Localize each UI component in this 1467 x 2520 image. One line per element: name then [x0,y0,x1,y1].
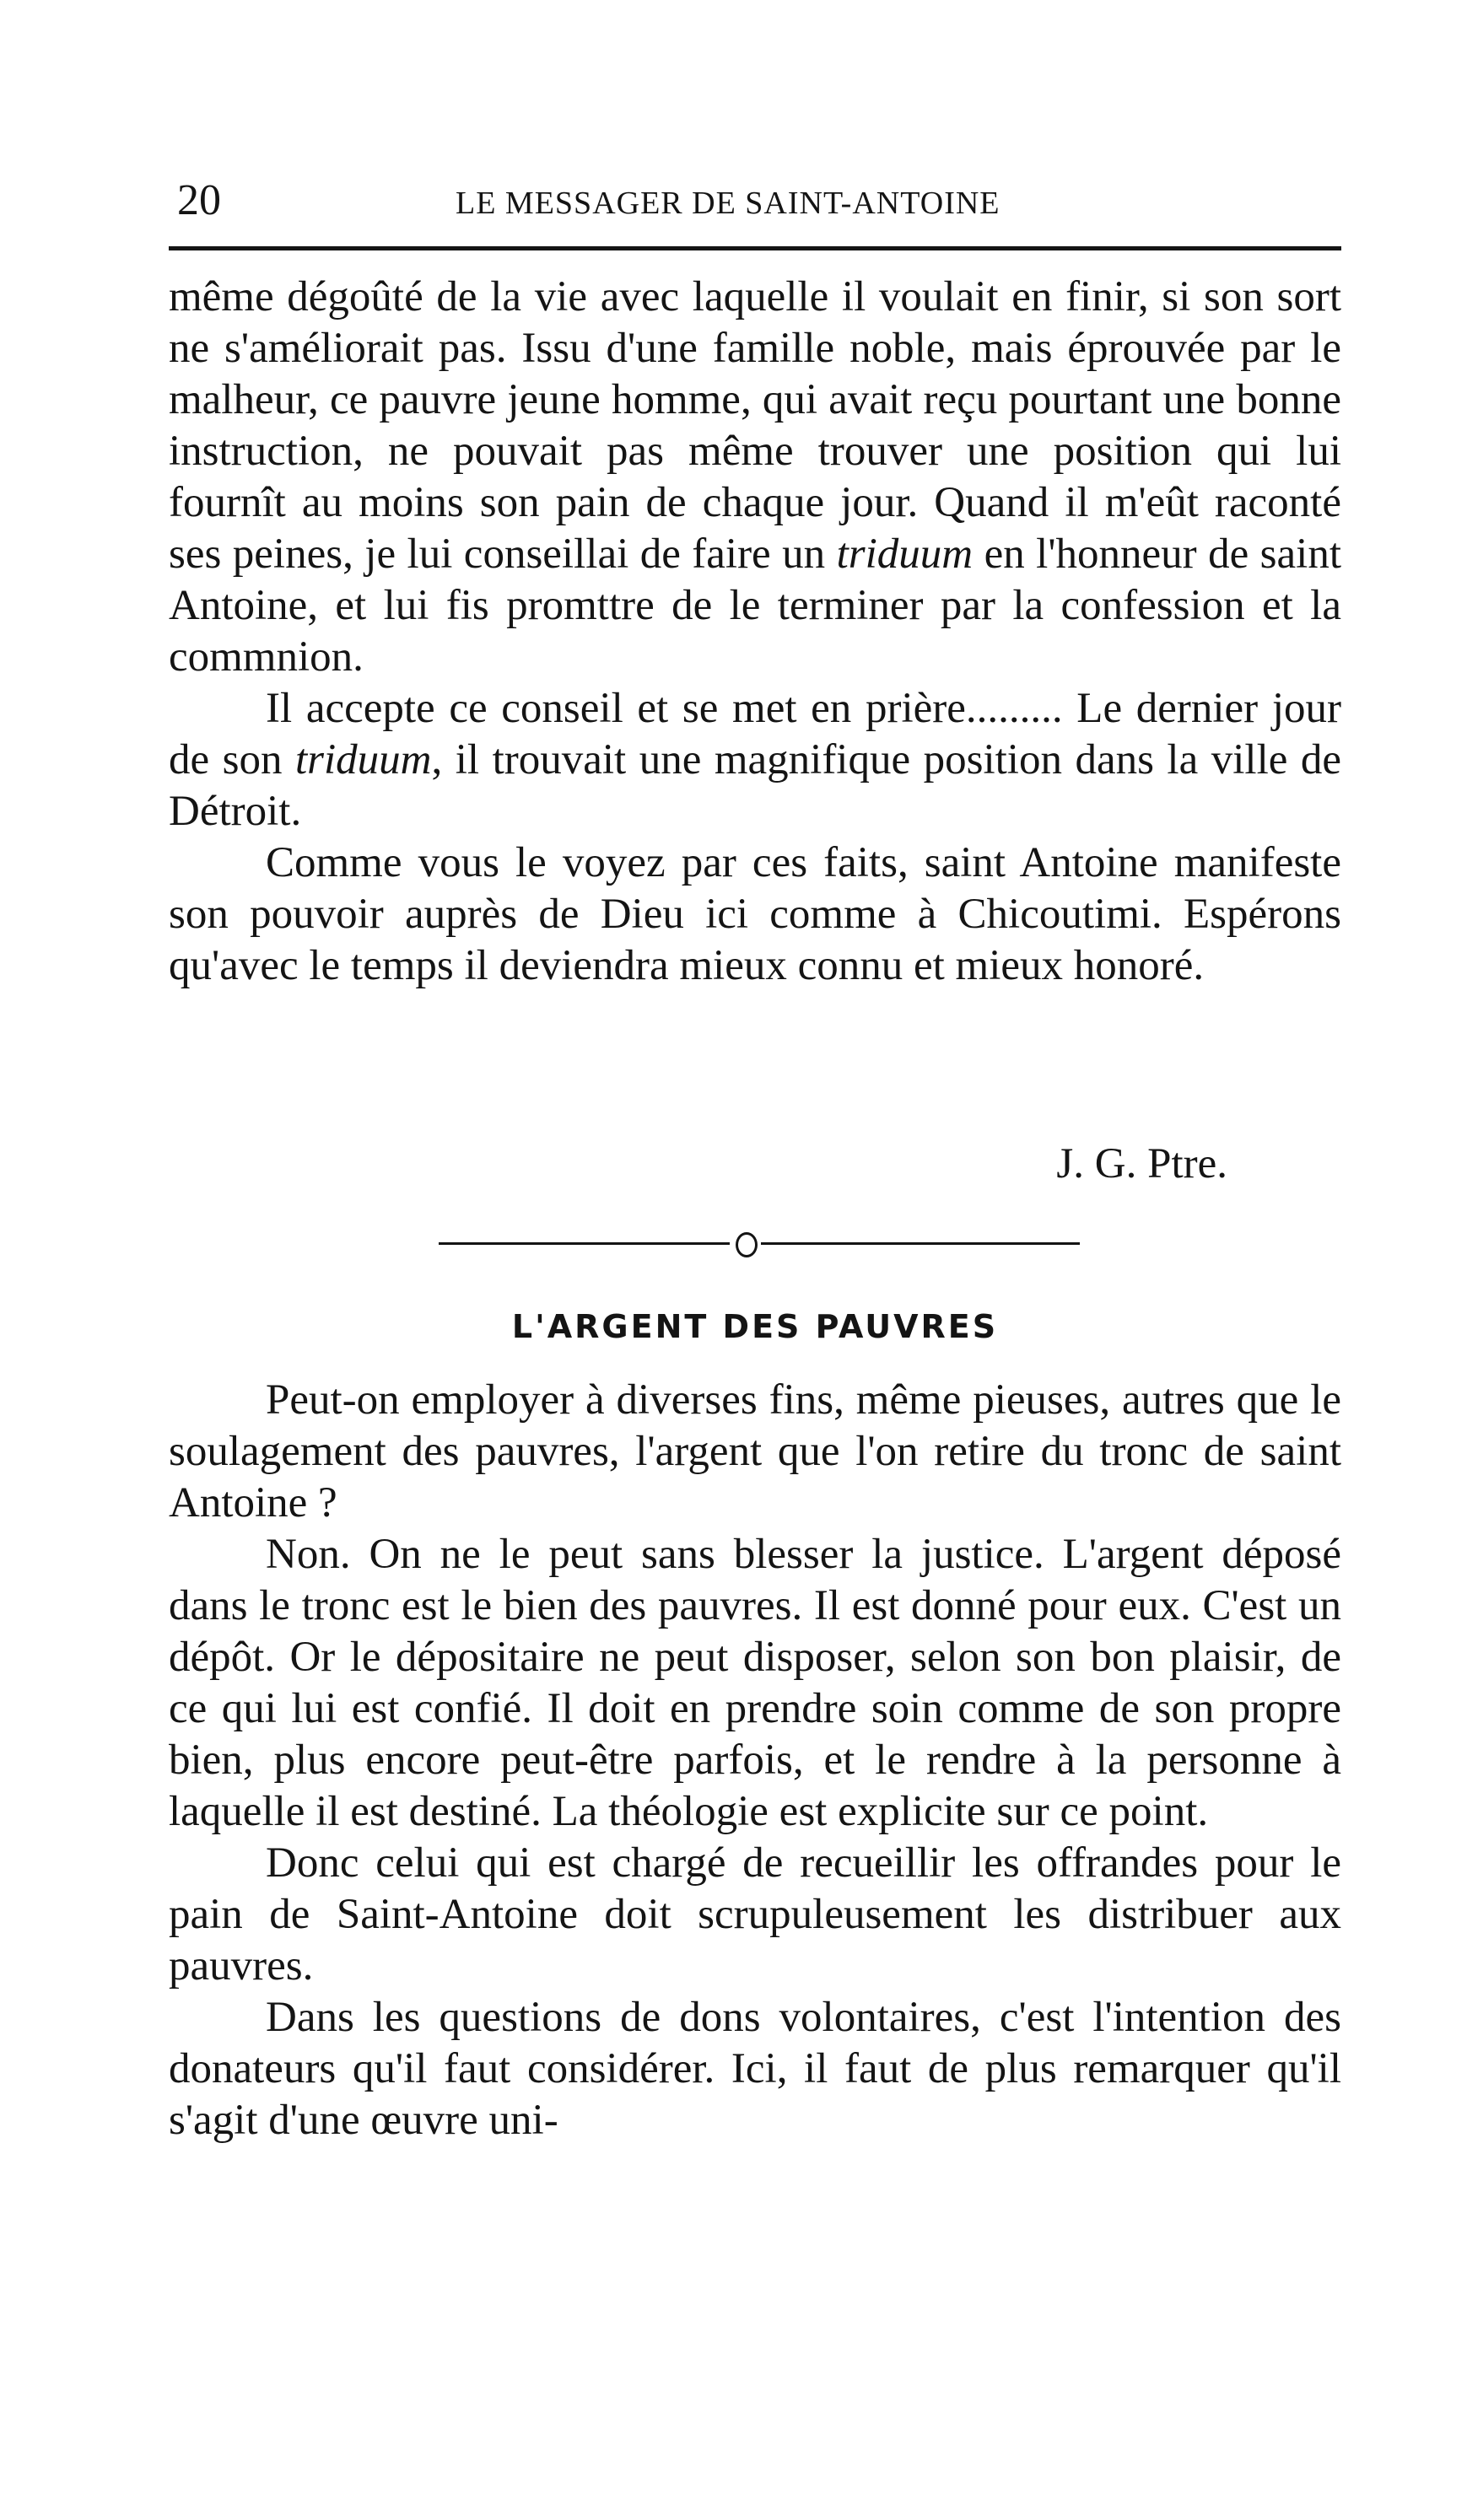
divider-line-left [439,1242,730,1245]
paragraph: Donc celui qui est chargé de recueillir les offrandes pour le pain de Saint-Antoine doit scrupuleusement les distribuer aux pauvres. [169,1839,1341,1990]
paragraph: Dans les questions de dons volontaires, c'est l'intention des donateurs qu'il faut considérer. Ici, il faut de plus remarquer qu'il s'agit d'une œuvre uni- [169,1994,1341,2144]
italic-word: triduum [294,736,432,783]
page-header [177,175,1341,226]
article-poor-money [169,1375,1341,2146]
article-testimony [169,272,1341,992]
divider-line-right [761,1242,1080,1245]
section-title: L'ARGENT DES PAUVRES [511,1308,999,1345]
paragraph: Non. On ne le peut sans blesser la justice. L'argent déposé dans le tronc est le bien des pauvres. Il est donné pour eux. C'est un dépôt. Or le dépositaire ne peut disposer, selon son bon plaisir, de ce qui lui est confié. Il doit en prendre soin comme de son propre bien, plus encore peut-être parfois, et le rendre à la personne à laquelle il est destiné. La théologie est explicite sur ce point. [169,1531,1341,1835]
italic-word: triduum [836,530,974,578]
paragraph: Peut-on employer à diverses fins, même pieuses, autres que le soulagement des pauvres, l'argent que l'on retire du tronc de saint Antoine ? [169,1376,1341,1527]
page-number: 20 [177,176,221,224]
section-divider [439,1227,1080,1261]
paragraph: Comme vous le voyez par ces faits, saint Antoine manifeste son pouvoir auprès de Dieu ici comme à Chicoutimi. Espérons qu'avec le temps il deviendra mieux connu et mieux honoré. [169,839,1341,989]
running-title: LE MESSAGER DE SAINT-ANTOINE [456,186,1000,221]
signature: J. G. Ptre. [1056,1140,1227,1187]
divider-ornament [736,1232,758,1257]
paragraph-continued: même dégoûté de la vie avec laquelle il voulait en finir, si son sort ne s'améliorait pas. Issu d'une famille noble, mais éprouvée par le malheur, ce pauvre jeune homme, qui avait reçu pourtant une bonne instruction, ne pouvait pas même trouver une position qui lui fournît au moins son pain de chaque jour. Quand il m'eût raconté ses peines, je lui conseillai de faire un triduum en l'honneur de saint Antoine, et lui fis promttre de le terminer par la confession et la commnion. [169,273,1341,681]
paragraph: Il accepte ce conseil et se met en prière......... Le dernier jour de son triduum, il trouvait une magnifique position dans la ville de Détroit. [169,685,1342,835]
header-rule [169,246,1341,250]
